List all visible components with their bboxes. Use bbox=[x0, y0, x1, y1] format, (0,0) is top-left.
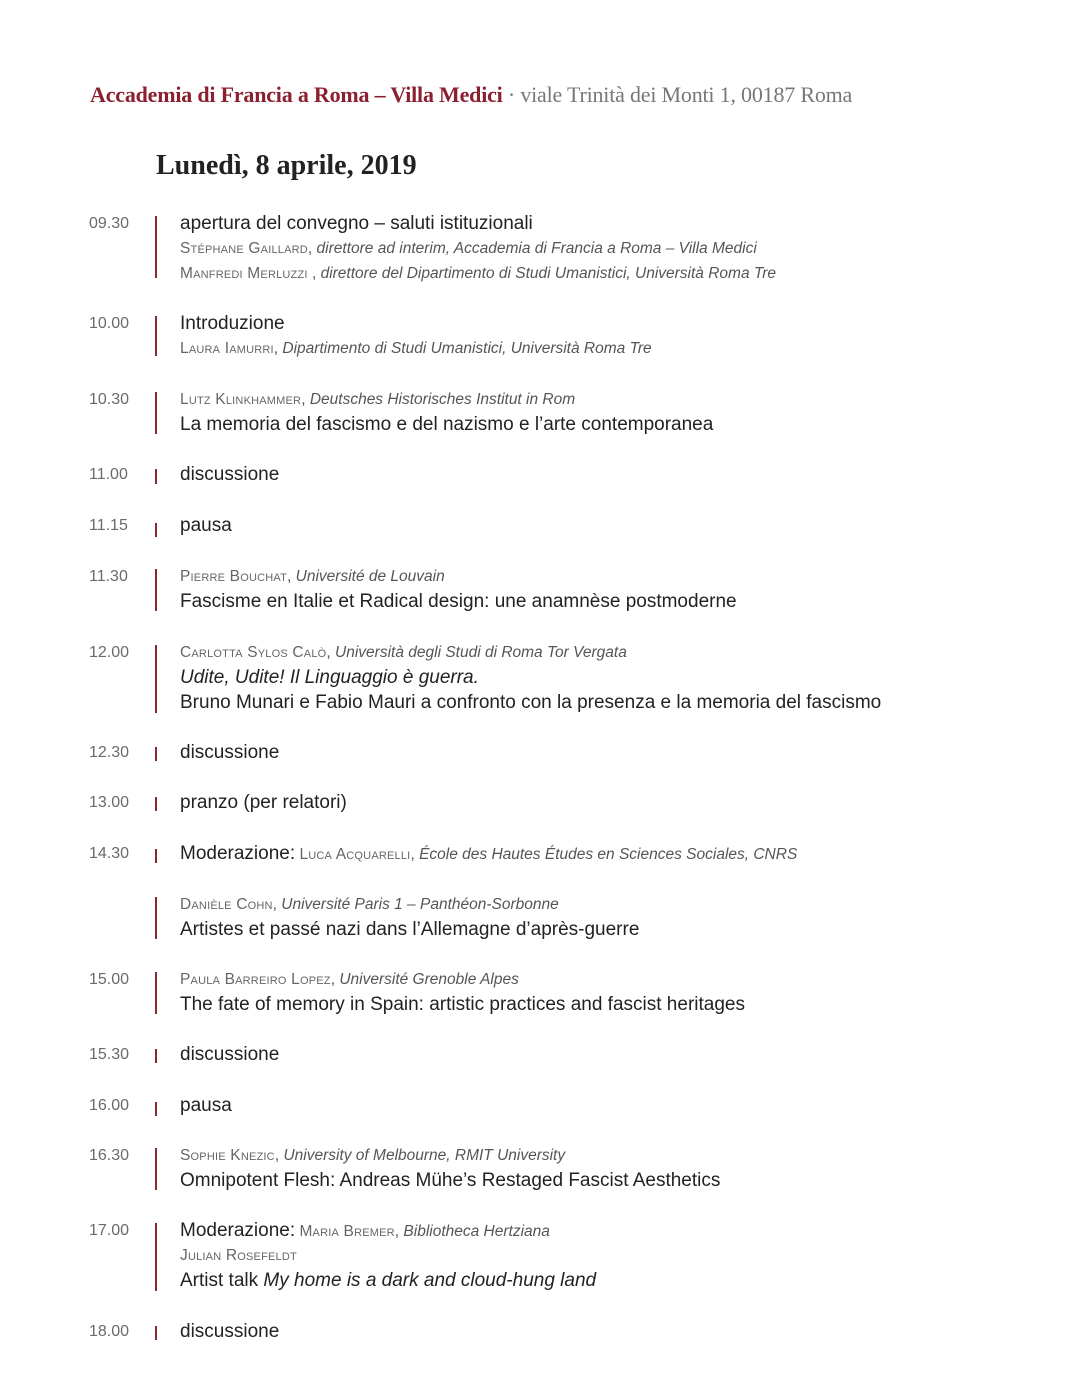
entry-divider bbox=[155, 1049, 157, 1063]
separator: , bbox=[287, 568, 296, 585]
entry-title: discussione bbox=[180, 1044, 280, 1065]
talk-title: Artistes et passé nazi dans l’Allemagne d’après-guerre bbox=[180, 919, 640, 940]
speaker-name: Lutz Klinkhammer bbox=[180, 391, 302, 408]
speaker-affiliation: University of Melbourne, RMIT University bbox=[283, 1147, 566, 1164]
entry-time: 11.15 bbox=[89, 517, 128, 534]
entry-divider bbox=[155, 747, 157, 761]
institution-name: Accademia di Francia a Roma – Villa Medici bbox=[90, 82, 503, 107]
entry-title: pranzo (per relatori) bbox=[180, 792, 347, 813]
artist-line bbox=[180, 1244, 596, 1269]
speaker-affiliation: Deutsches Historisches Institut in Rom bbox=[309, 391, 576, 408]
separator: , bbox=[330, 971, 340, 988]
entry-divider bbox=[155, 849, 157, 863]
speaker-name: Danièle Cohn bbox=[180, 896, 273, 913]
entry-time: 12.00 bbox=[89, 644, 130, 661]
talk-subtitle: Bruno Munari e Fabio Mauri a confronto con la presenza e la memoria del fascismo bbox=[180, 692, 882, 713]
moderation-line bbox=[180, 1219, 596, 1244]
entry-divider bbox=[155, 392, 157, 434]
day-title: Lunedì, 8 aprile, 2019 bbox=[156, 150, 417, 181]
entry-divider bbox=[155, 1102, 157, 1116]
artist-talk-title: My home is a dark and cloud-hung land bbox=[263, 1270, 597, 1291]
entry-time: 11.30 bbox=[89, 568, 128, 585]
entry-time: 09.30 bbox=[89, 215, 130, 232]
speaker-line bbox=[180, 262, 776, 287]
entry-divider bbox=[155, 897, 157, 939]
speaker-line bbox=[180, 1144, 720, 1169]
entry-time: 10.30 bbox=[89, 391, 130, 408]
separator: , bbox=[394, 1223, 404, 1240]
separator: , bbox=[410, 846, 420, 863]
artist-talk-line bbox=[180, 1269, 596, 1294]
entry-time: 13.00 bbox=[89, 794, 130, 811]
entry-divider bbox=[155, 216, 157, 278]
speaker-affiliation: Dipartimento di Studi Umanistici, Università Roma Tre bbox=[282, 340, 652, 357]
entry-title: discussione bbox=[180, 1321, 280, 1342]
speaker-name: Sophie Knezic bbox=[180, 1147, 275, 1164]
speaker-line bbox=[180, 893, 639, 918]
speaker-name: Stéphane Gaillard bbox=[180, 240, 308, 257]
entry-divider bbox=[155, 972, 157, 1014]
separator: , bbox=[273, 340, 283, 357]
speaker-line bbox=[180, 337, 652, 362]
moderation-label: Moderazione: bbox=[180, 843, 296, 864]
speaker-affiliation: École des Hautes Études en Sciences Sociales, CNRS bbox=[419, 846, 798, 863]
speaker-name: Luca Acquarelli bbox=[299, 846, 411, 863]
entry-divider bbox=[155, 469, 157, 484]
entry-time: 14.30 bbox=[89, 845, 130, 862]
venue-address: · viale Trinità dei Monti 1, 00187 Roma bbox=[502, 82, 853, 107]
talk-title: Omnipotent Flesh: Andreas Mühe’s Restaged Fascist Aesthetics bbox=[180, 1170, 721, 1191]
speaker-affiliation: direttore del Dipartimento di Studi Umanistici, Università Roma Tre bbox=[320, 265, 776, 282]
entry-divider bbox=[155, 523, 157, 537]
entry-divider bbox=[155, 316, 157, 356]
speaker-name: Paula Barreiro Lopez bbox=[180, 971, 331, 988]
speaker-line bbox=[180, 237, 776, 262]
speaker-name: Carlotta Sylos Calò bbox=[180, 644, 327, 661]
talk-title: The fate of memory in Spain: artistic practices and fascist heritages bbox=[180, 994, 745, 1015]
artist-name: Julian Rosefeldt bbox=[180, 1247, 297, 1264]
separator: , bbox=[307, 265, 321, 282]
entry-time: 16.30 bbox=[89, 1147, 130, 1164]
speaker-name: Laura Iamurri bbox=[180, 340, 274, 357]
entry-title: pausa bbox=[180, 515, 232, 536]
moderation-line bbox=[180, 842, 797, 867]
separator: , bbox=[326, 644, 336, 661]
talk-title: La memoria del fascismo e del nazismo e l’arte contemporanea bbox=[180, 414, 714, 435]
entry-time: 10.00 bbox=[89, 315, 130, 332]
entry-divider bbox=[155, 569, 157, 611]
talk-title-italic-text: Udite, Udite! Il Linguaggio è guerra. bbox=[180, 667, 479, 688]
entry-title: discussione bbox=[180, 742, 280, 763]
entry-time: 15.30 bbox=[89, 1046, 130, 1063]
separator: , bbox=[272, 896, 282, 913]
speaker-name: Manfredi Merluzzi bbox=[180, 265, 308, 282]
artist-talk-label: Artist talk bbox=[180, 1270, 264, 1291]
separator: , bbox=[307, 240, 317, 257]
entry-time: 17.00 bbox=[89, 1222, 130, 1239]
speaker-affiliation: Université de Louvain bbox=[295, 568, 445, 585]
separator: , bbox=[301, 391, 310, 408]
speaker-line bbox=[180, 968, 745, 993]
speaker-affiliation: Bibliotheca Hertziana bbox=[403, 1223, 550, 1240]
speaker-line bbox=[180, 641, 881, 666]
moderation-label: Moderazione: bbox=[180, 1220, 296, 1241]
speaker-line bbox=[180, 565, 737, 590]
entry-title: apertura del convegno – saluti istituzionali bbox=[180, 213, 533, 234]
entry-time: 16.00 bbox=[89, 1097, 130, 1114]
entry-divider bbox=[155, 1223, 157, 1291]
entry-divider bbox=[155, 1326, 157, 1340]
entry-title: Introduzione bbox=[180, 313, 285, 334]
venue-header bbox=[90, 82, 852, 108]
speaker-line bbox=[180, 388, 713, 413]
entry-time: 12.30 bbox=[89, 744, 130, 761]
entry-divider bbox=[155, 1148, 157, 1190]
speaker-name: Maria Bremer bbox=[299, 1223, 395, 1240]
entry-time: 15.00 bbox=[89, 971, 130, 988]
speaker-affiliation: direttore ad interim, Accademia di Francia a Roma – Villa Medici bbox=[316, 240, 757, 257]
speaker-affiliation: Université Grenoble Alpes bbox=[339, 971, 519, 988]
speaker-affiliation: Université Paris 1 – Panthéon-Sorbonne bbox=[281, 896, 559, 913]
entry-divider bbox=[155, 797, 157, 811]
entry-time: 11.00 bbox=[89, 466, 128, 483]
entry-title: discussione bbox=[180, 464, 280, 485]
talk-title-italic bbox=[180, 666, 881, 691]
speaker-name: Pierre Bouchat bbox=[180, 568, 288, 585]
entry-time: 18.00 bbox=[89, 1323, 130, 1340]
talk-title: Fascisme en Italie et Radical design: une anamnèse postmoderne bbox=[180, 591, 737, 612]
separator: , bbox=[274, 1147, 284, 1164]
entry-divider bbox=[155, 645, 157, 713]
speaker-affiliation: Università degli Studi di Roma Tor Vergata bbox=[335, 644, 627, 661]
entry-title: pausa bbox=[180, 1095, 232, 1116]
